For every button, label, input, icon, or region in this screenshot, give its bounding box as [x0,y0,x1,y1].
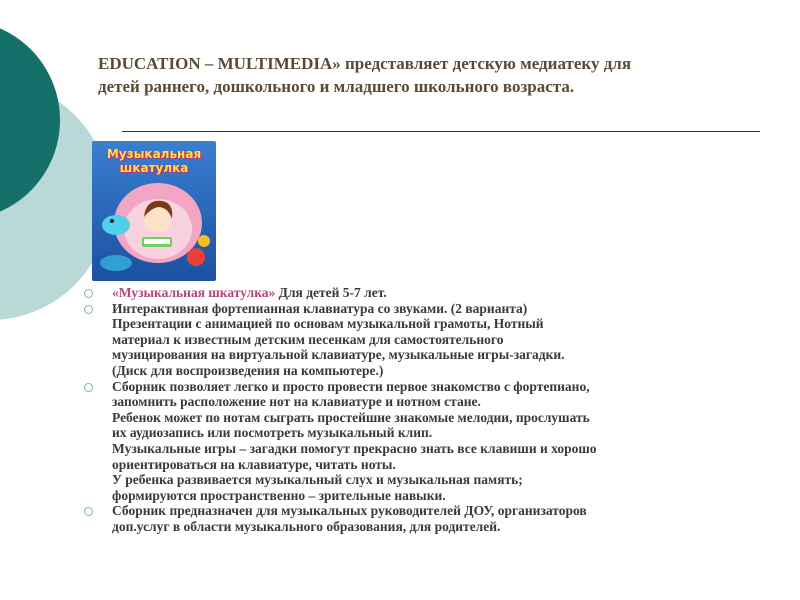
bullet-line: формируются пространственно – зрительные навыки. [112,487,446,503]
bullet-item [84,301,764,379]
slide-title [98,52,758,98]
bullet-line: (Диск для воспроизведения на компьютере.) [112,362,384,378]
bullet-item [84,503,764,534]
fish-shape [102,215,130,235]
bullet-text: Для детей 5-7 лет. [275,285,387,300]
bullet-line: Презентации с анимацией по основам музыкальной грамоты, Нотный [112,316,544,332]
bullet-line: доп.услуг в области музыкального образования, для родителей. [112,518,501,534]
bullet-line: материал к известным детским песенкам для самостоятельного [112,331,504,347]
bullet-line: ориентироваться на клавиатуре, читать ноты. [112,456,396,472]
cover-title-line: Музыкальная [106,147,202,161]
bullet-line: их аудиозапись или посмотреть музыкальный клип. [112,425,433,441]
bullet-line: У ребенка развивается музыкальный слух и музыкальная память; [112,472,523,488]
slide-title-line: детей раннего, дошкольного и младшего школьного возраста. [98,77,575,96]
cover-image [92,141,216,281]
title-divider [122,131,760,132]
bullet-item [84,379,764,504]
bullet-circle-icon [84,305,93,314]
bullet-line: Сборник предназначен для музыкальных руководителей ДОУ, организаторов [112,503,587,519]
crab-shape [187,248,205,266]
cover-title [98,147,210,175]
slide-title-line: EDUCATION – MULTIMEDIA» представляет детскую медиатеку для [98,54,632,73]
product-name: «Музыкальная шкатулка» [112,285,276,300]
bullet-line: Ребенок может по нотам сыграть простейшие знакомые мелодии, прослушать [112,409,590,425]
bullet-circle-icon [84,383,93,392]
bullet-line: Интерактивная фортепианная клавиатура со звуками. (2 варианта) [112,300,528,316]
cover-title-line: шкатулка [119,161,189,175]
bullet-line: Сборник позволяет легко и просто провести первое знакомство с фортепиано, [112,378,590,394]
bullet-line: Музыкальные игры – загадки помогут прекрасно знать все клавиши и хорошо [112,440,597,456]
bullet-item [84,285,764,301]
bullet-line: музицирования на виртуальной клавиатуре, музыкальные игры-загадки. [112,347,565,363]
bullet-list [84,285,764,535]
bullet-circle-icon [84,289,93,298]
bullet-circle-icon [84,507,93,516]
bullet-line: запомнить расположение нот на клавиатуре и нотном стане. [112,394,481,410]
